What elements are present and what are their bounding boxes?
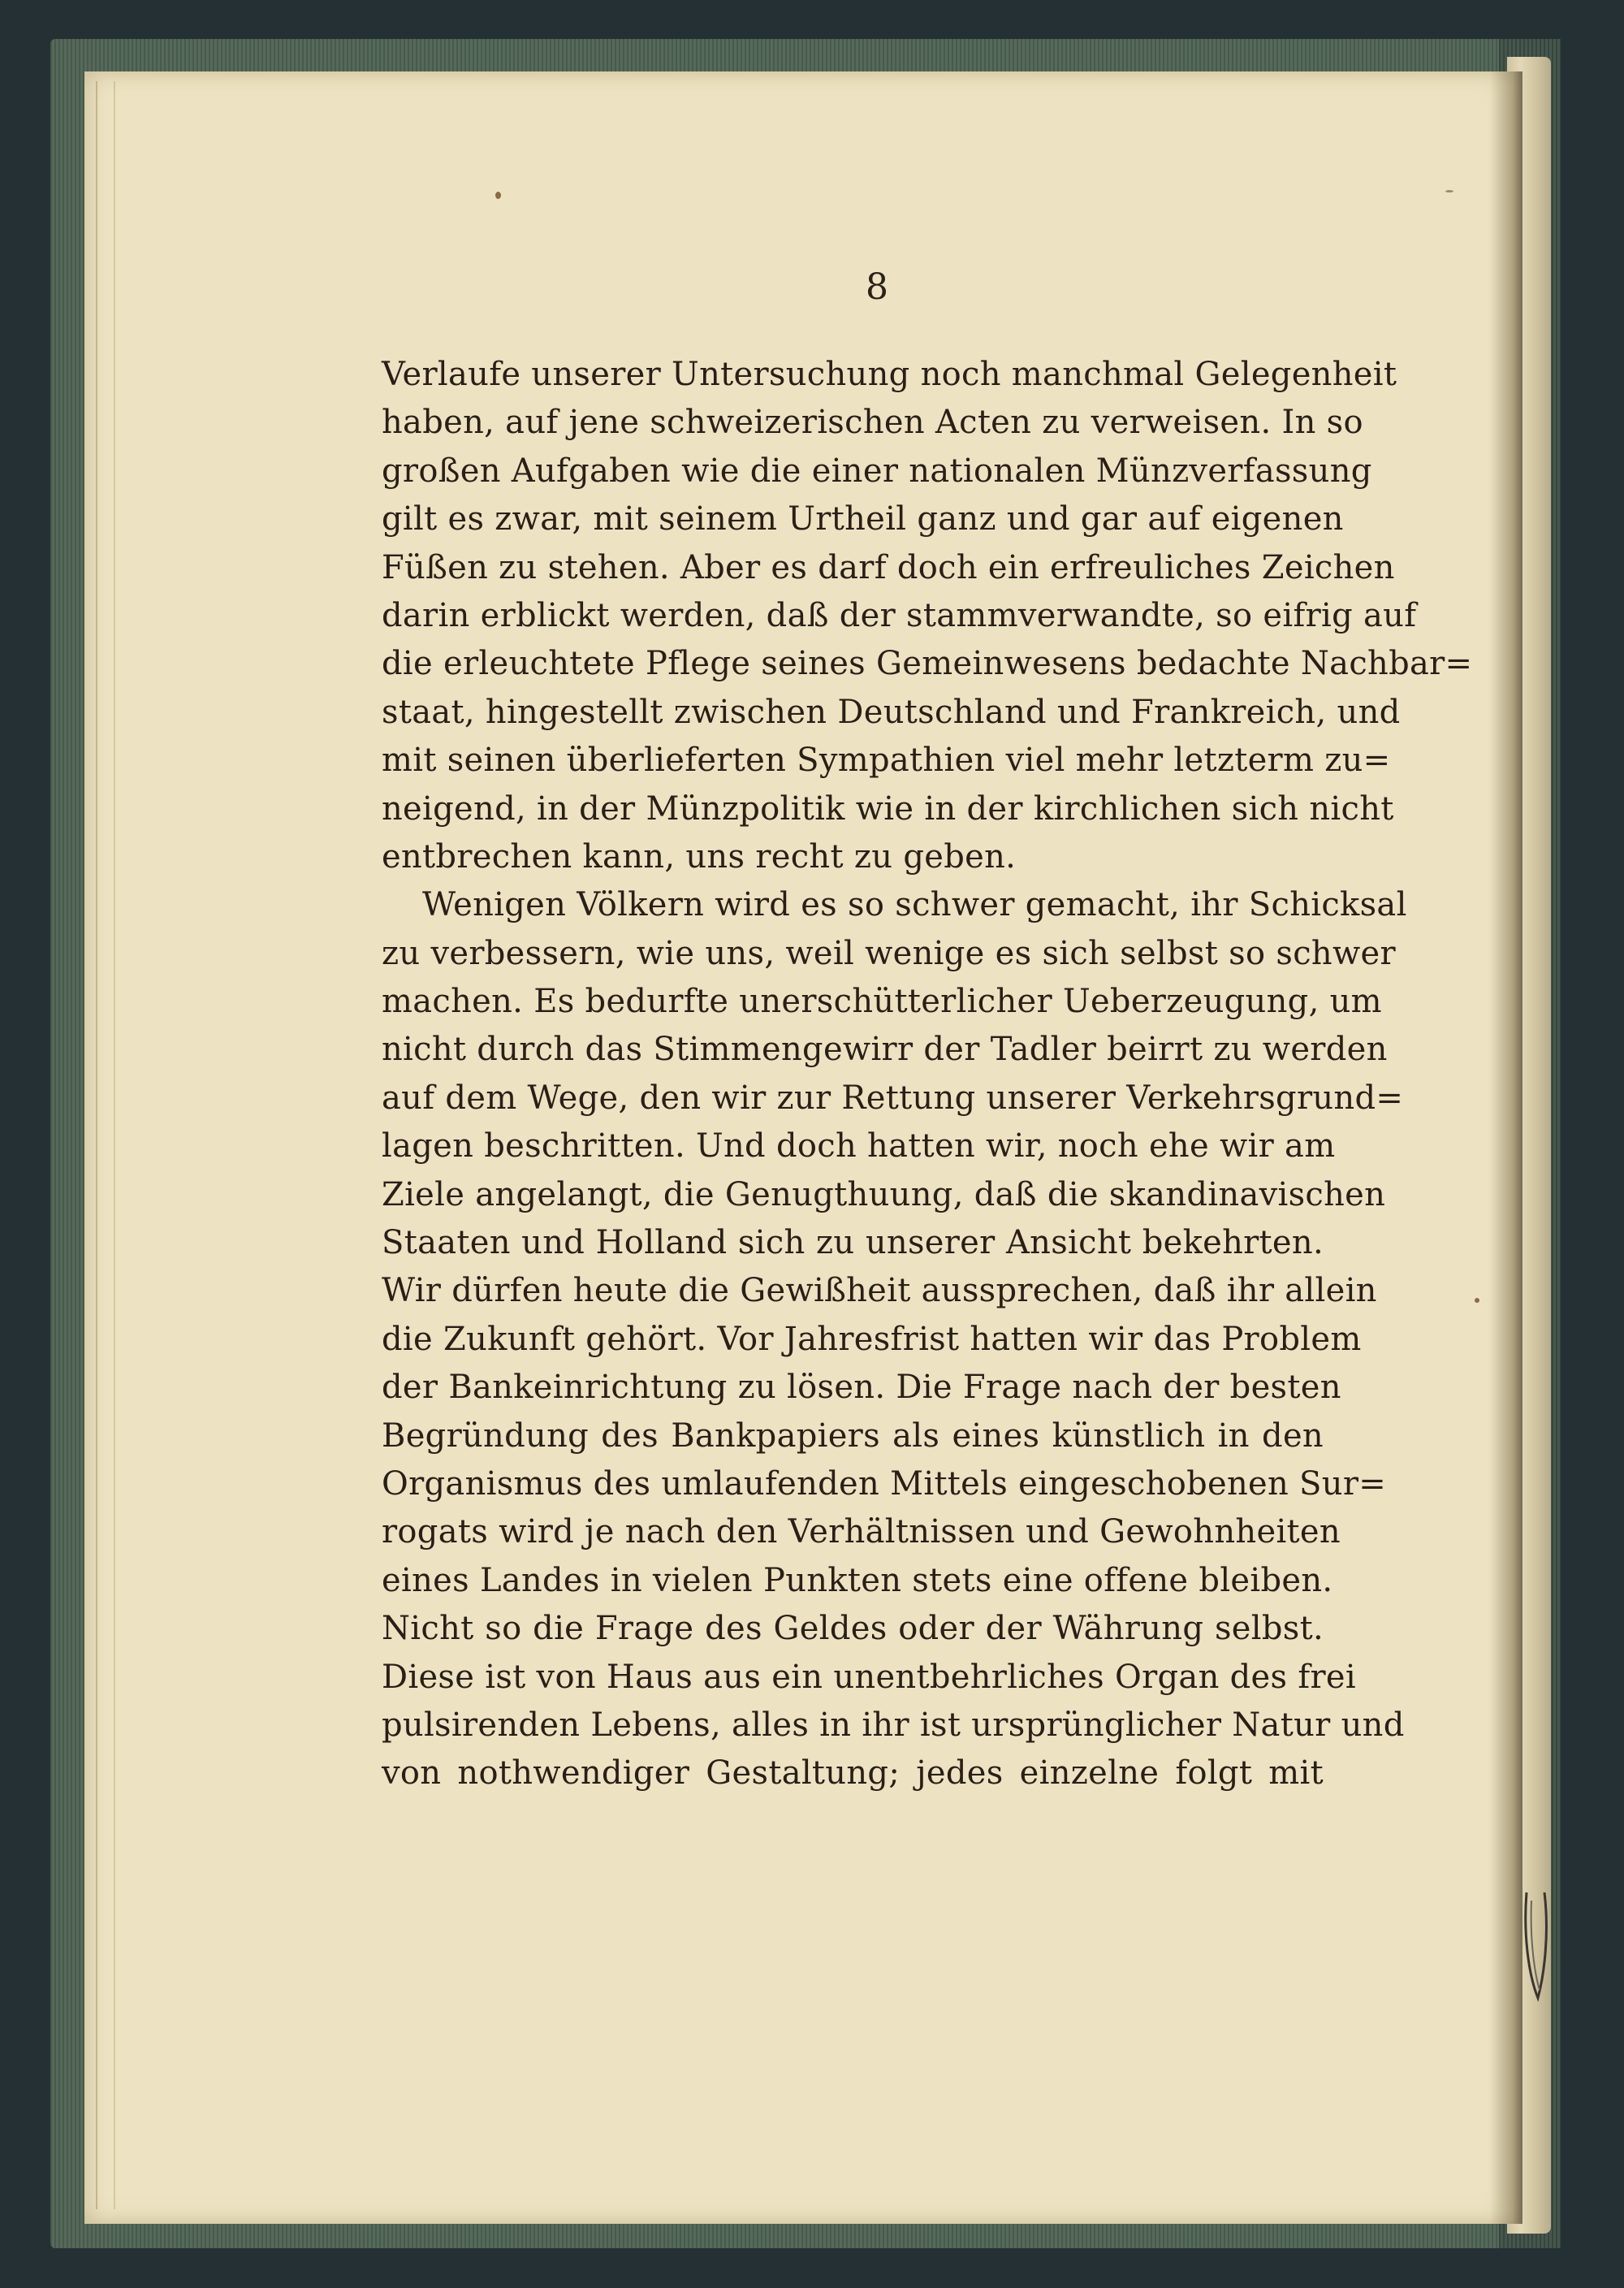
text-line: Organismus des umlaufenden Mittels eingeschobenen Sur=: [382, 1464, 1387, 1503]
text-line: rogats wird je nach den Verhältnissen und Gewohnheiten: [382, 1513, 1341, 1551]
text-line: Füßen zu stehen. Aber es darf doch ein erfreuliches Zeichen: [382, 548, 1395, 586]
text-line: Begründung des Bankpapiers als eines künstlich in den: [382, 1416, 1324, 1455]
text-line: die erleuchtete Pflege seines Gemeinwesens bedachte Nachbar=: [382, 645, 1473, 683]
paper-speck: [495, 192, 501, 199]
page-gutter-shadow: [1490, 71, 1522, 2224]
text-line: pulsirenden Lebens, alles in ihr ist ursprünglicher Natur und: [382, 1706, 1405, 1744]
text-line: haben, auf jene schweizerischen Acten zu verweisen. In so: [382, 404, 1363, 442]
text-line: neigend, in der Münzpolitik wie in der kirchlichen sich nicht: [382, 789, 1394, 828]
body-text: [382, 351, 1473, 1798]
text-line: Wenigen Völkern wird es so schwer gemacht, ihr Schicksal: [422, 886, 1407, 924]
page-number: 8: [866, 266, 888, 308]
text-line: machen. Es bedurfte unerschütterlicher Ueberzeugung, um: [382, 983, 1382, 1021]
text-line: lagen beschritten. Und doch hatten wir, noch ehe wir am: [382, 1127, 1336, 1166]
text-line: die Zukunft gehört. Vor Jahresfrist hatten wir das Problem: [382, 1320, 1362, 1358]
text-line: eines Landes in vielen Punkten stets eine offene bleiben.: [382, 1561, 1333, 1599]
text-line: Nicht so die Frage des Geldes oder der Währung selbst.: [382, 1610, 1324, 1648]
text-line: nicht durch das Stimmengewirr der Tadler beirrt zu werden: [382, 1031, 1388, 1069]
text-line: zu verbessern, wie uns, weil wenige es sich selbst so schwer: [382, 934, 1396, 972]
binding-thread-icon: [1520, 1884, 1553, 2006]
text-line: auf dem Wege, den wir zur Rettung unserer Verkehrsgrund=: [382, 1079, 1404, 1117]
text-line: von nothwendiger Gestaltung; jedes einzelne folgt mit: [382, 1754, 1324, 1793]
text-line: gilt es zwar, mit seinem Urtheil ganz und gar auf eigenen: [382, 500, 1344, 538]
text-line: Verlaufe unserer Untersuchung noch manchmal Gelegenheit: [382, 356, 1397, 393]
text-line: entbrechen kann, uns recht zu geben.: [382, 837, 1017, 876]
text-line: mit seinen überlieferten Sympathien viel mehr letzterm zu=: [382, 742, 1391, 780]
paper-speck: [1445, 190, 1453, 192]
text-line: Diese ist von Haus aus ein unentbehrliches Organ des frei: [382, 1658, 1356, 1696]
text-line: Ziele angelangt, die Genugthuung, daß die skandinavischen: [382, 1175, 1386, 1213]
text-line: Staaten und Holland sich zu unserer Ansicht bekehrten.: [382, 1224, 1324, 1262]
text-line: Wir dürfen heute die Gewißheit aussprechen, daß ihr allein: [382, 1272, 1377, 1310]
text-line: der Bankeinrichtung zu lösen. Die Frage nach der besten: [382, 1369, 1341, 1407]
paper-speck: [1475, 1298, 1479, 1303]
page-fold-lines: [96, 81, 115, 2209]
text-line: staat, hingestellt zwischen Deutschland und Frankreich, und: [382, 693, 1401, 731]
text-line: großen Aufgaben wie die einer nationalen Münzverfassung: [382, 452, 1372, 490]
text-line: darin erblickt werden, daß der stammverwandte, so eifrig auf: [382, 596, 1417, 634]
